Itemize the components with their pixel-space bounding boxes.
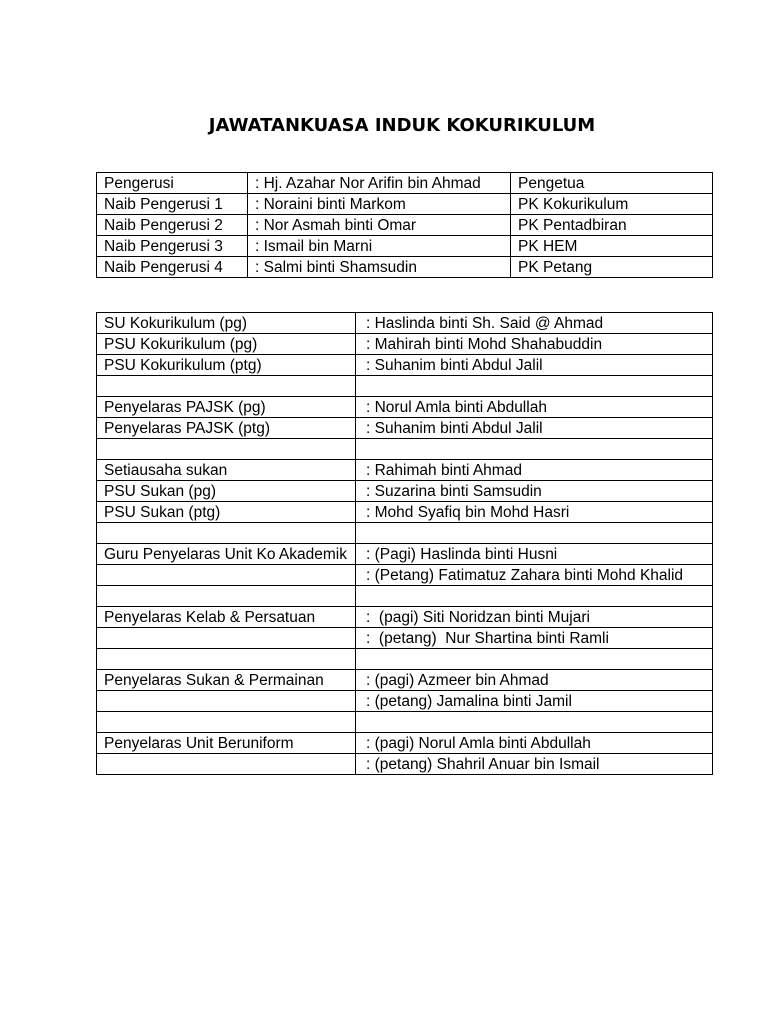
member-name-cell: : Suhanim binti Abdul Jalil bbox=[356, 355, 713, 376]
member-name-cell: : Haslinda binti Sh. Said @ Ahmad bbox=[356, 313, 713, 334]
position-cell: PSU Sukan (pg) bbox=[97, 481, 356, 502]
position-cell: Setiausaha sukan bbox=[97, 460, 356, 481]
position-cell: Penyelaras Sukan & Permainan bbox=[97, 670, 356, 691]
member-name-cell: : Ismail bin Marni bbox=[248, 236, 511, 257]
member-name-cell: : Suhanim binti Abdul Jalil bbox=[356, 418, 713, 439]
table-row bbox=[97, 544, 713, 565]
position-cell: Naib Pengerusi 4 bbox=[97, 257, 248, 278]
member-name-cell: : (pagi) Siti Noridzan binti Mujari bbox=[356, 607, 713, 628]
member-name-cell bbox=[356, 712, 713, 733]
table-row bbox=[97, 376, 713, 397]
position-cell: PSU Kokurikulum (pg) bbox=[97, 334, 356, 355]
table-row bbox=[97, 334, 713, 355]
member-name-cell: : Noraini binti Markom bbox=[248, 194, 511, 215]
role-cell: PK Kokurikulum bbox=[511, 194, 713, 215]
position-cell bbox=[97, 439, 356, 460]
member-name-cell: : Nor Asmah binti Omar bbox=[248, 215, 511, 236]
position-cell: PSU Kokurikulum (ptg) bbox=[97, 355, 356, 376]
member-name-cell: : (petang) Shahril Anuar bin Ismail bbox=[356, 754, 713, 775]
position-cell: Naib Pengerusi 3 bbox=[97, 236, 248, 257]
member-name-cell: : (petang) Jamalina binti Jamil bbox=[356, 691, 713, 712]
table-row bbox=[97, 691, 713, 712]
table-row bbox=[97, 733, 713, 754]
member-name-cell: : (pagi) Azmeer bin Ahmad bbox=[356, 670, 713, 691]
table-row bbox=[97, 628, 713, 649]
table-row bbox=[97, 523, 713, 544]
position-cell: Pengerusi bbox=[97, 173, 248, 194]
position-cell bbox=[97, 712, 356, 733]
member-name-cell bbox=[356, 523, 713, 544]
role-cell: PK Petang bbox=[511, 257, 713, 278]
table-row bbox=[97, 607, 713, 628]
position-cell: Penyelaras PAJSK (pg) bbox=[97, 397, 356, 418]
table-row bbox=[97, 418, 713, 439]
position-cell bbox=[97, 586, 356, 607]
member-name-cell: : Norul Amla binti Abdullah bbox=[356, 397, 713, 418]
position-cell bbox=[97, 754, 356, 775]
position-cell bbox=[97, 628, 356, 649]
member-name-cell: : Mohd Syafiq bin Mohd Hasri bbox=[356, 502, 713, 523]
role-cell: Pengetua bbox=[511, 173, 713, 194]
member-name-cell: : Suzarina binti Samsudin bbox=[356, 481, 713, 502]
table-row bbox=[97, 439, 713, 460]
table-row bbox=[97, 257, 713, 278]
table-row bbox=[97, 236, 713, 257]
position-cell: PSU Sukan (ptg) bbox=[97, 502, 356, 523]
committee-leaders-table bbox=[96, 172, 713, 278]
position-cell: SU Kokurikulum (pg) bbox=[97, 313, 356, 334]
member-name-cell: : Salmi binti Shamsudin bbox=[248, 257, 511, 278]
committee-members-table bbox=[96, 312, 713, 775]
member-name-cell: : (petang) Nur Shartina binti Ramli bbox=[356, 628, 713, 649]
member-name-cell: : Mahirah binti Mohd Shahabuddin bbox=[356, 334, 713, 355]
table-row bbox=[97, 586, 713, 607]
member-name-cell: : (Pagi) Haslinda binti Husni bbox=[356, 544, 713, 565]
position-cell bbox=[97, 691, 356, 712]
position-cell bbox=[97, 649, 356, 670]
position-cell: Naib Pengerusi 1 bbox=[97, 194, 248, 215]
member-name-cell: : (Petang) Fatimatuz Zahara binti Mohd Khalid bbox=[356, 565, 713, 586]
table-row bbox=[97, 173, 713, 194]
table-row bbox=[97, 194, 713, 215]
position-cell bbox=[97, 376, 356, 397]
member-name-cell bbox=[356, 376, 713, 397]
table-row bbox=[97, 670, 713, 691]
position-cell bbox=[97, 523, 356, 544]
member-name-cell bbox=[356, 649, 713, 670]
document-title: JAWATANKUASA INDUK KOKURIKULUM bbox=[208, 115, 596, 136]
position-cell: Penyelaras Kelab & Persatuan bbox=[97, 607, 356, 628]
table-row bbox=[97, 215, 713, 236]
position-cell: Naib Pengerusi 2 bbox=[97, 215, 248, 236]
member-name-cell bbox=[356, 586, 713, 607]
position-cell: Penyelaras PAJSK (ptg) bbox=[97, 418, 356, 439]
position-cell: Guru Penyelaras Unit Ko Akademik bbox=[97, 544, 356, 565]
table-row bbox=[97, 565, 713, 586]
member-name-cell: : Hj. Azahar Nor Arifin bin Ahmad bbox=[248, 173, 511, 194]
member-name-cell: : (pagi) Norul Amla binti Abdullah bbox=[356, 733, 713, 754]
table-row bbox=[97, 754, 713, 775]
position-cell bbox=[97, 565, 356, 586]
role-cell: PK Pentadbiran bbox=[511, 215, 713, 236]
table-row bbox=[97, 355, 713, 376]
role-cell: PK HEM bbox=[511, 236, 713, 257]
table-row bbox=[97, 460, 713, 481]
position-cell: Penyelaras Unit Beruniform bbox=[97, 733, 356, 754]
table-row bbox=[97, 397, 713, 418]
member-name-cell bbox=[356, 439, 713, 460]
table-row bbox=[97, 712, 713, 733]
member-name-cell: : Rahimah binti Ahmad bbox=[356, 460, 713, 481]
table-row bbox=[97, 481, 713, 502]
table-row bbox=[97, 313, 713, 334]
table-row bbox=[97, 649, 713, 670]
table-row bbox=[97, 502, 713, 523]
